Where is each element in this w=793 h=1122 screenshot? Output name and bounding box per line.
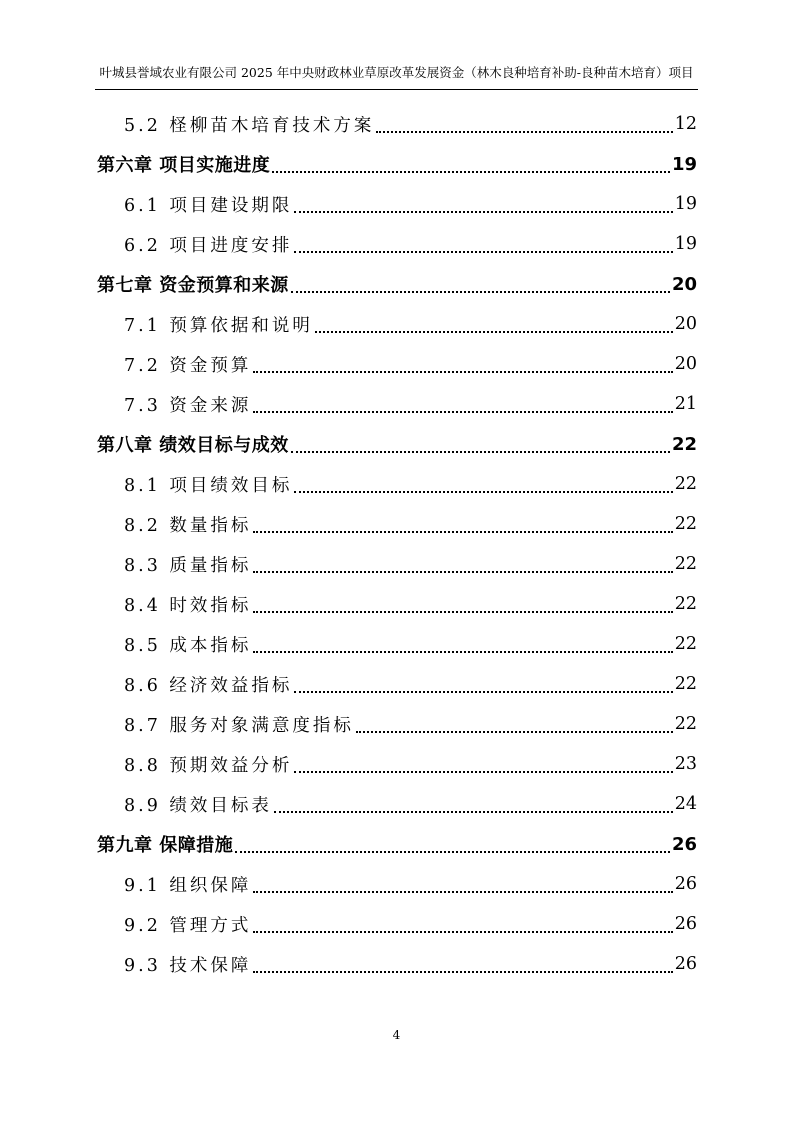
toc-chapter-entry[interactable] [97, 424, 697, 464]
toc-entry-label: 8.8 预期效益分析 [124, 755, 293, 776]
toc-entry-label: 8.9 绩效目标表 [124, 795, 272, 816]
toc-section-entry[interactable] [97, 304, 697, 344]
header-title: 叶城县誉域农业有限公司 2025 年中央财政林业草原改革发展资金（林木良种培育补助-良种苗木培育）项目 [99, 65, 694, 80]
toc-entry-page-number: 26 [674, 954, 697, 974]
dot-leader [253, 571, 672, 573]
dot-leader [253, 611, 672, 613]
toc-section-entry[interactable] [97, 864, 697, 904]
toc-entry-page-number: 22 [674, 594, 697, 614]
toc-entry-label: 6.2 项目进度安排 [124, 235, 293, 256]
toc-section-entry[interactable] [97, 464, 697, 504]
toc-entry-label: 第七章 资金预算和来源 [97, 275, 289, 296]
dot-leader [291, 291, 670, 293]
dot-leader [253, 371, 672, 373]
toc-entry-page-number: 26 [674, 914, 697, 934]
toc-section-entry[interactable] [97, 664, 697, 704]
dot-leader [253, 531, 672, 533]
toc-section-entry[interactable] [97, 384, 697, 424]
toc-entry-page-number: 19 [671, 153, 697, 175]
toc-section-entry[interactable] [97, 184, 697, 224]
running-header [95, 63, 698, 90]
toc-entry-page-number: 22 [671, 433, 697, 455]
toc-entry-label: 7.3 资金来源 [124, 395, 252, 416]
toc-entry-label: 第九章 保障措施 [97, 835, 234, 856]
toc-entry-label: 第六章 项目实施进度 [97, 155, 271, 176]
page-footer [0, 1028, 793, 1042]
dot-leader [294, 251, 672, 253]
toc-entry-label: 第八章 绩效目标与成效 [97, 435, 289, 456]
toc-entry-label: 8.5 成本指标 [124, 635, 252, 656]
toc-section-entry[interactable] [97, 584, 697, 624]
toc-section-entry[interactable] [97, 944, 697, 984]
toc-entry-label: 8.2 数量指标 [124, 515, 252, 536]
toc-entry-page-number: 22 [674, 474, 697, 494]
toc-section-entry[interactable] [97, 104, 697, 144]
dot-leader [291, 451, 670, 453]
toc-entry-page-number: 20 [674, 314, 697, 334]
dot-leader [294, 491, 672, 493]
toc-entry-page-number: 24 [674, 794, 697, 814]
toc-chapter-entry[interactable] [97, 144, 697, 184]
toc-entry-page-number: 22 [674, 634, 697, 654]
dot-leader [253, 891, 672, 893]
toc-entry-label: 7.1 预算依据和说明 [124, 315, 313, 336]
toc-entry-label: 7.2 资金预算 [124, 355, 252, 376]
toc-entry-label: 9.3 技术保障 [124, 955, 252, 976]
page-number: 4 [392, 1028, 401, 1042]
toc-entry-page-number: 20 [674, 354, 697, 374]
toc-chapter-entry[interactable] [97, 824, 697, 864]
toc-entry-label: 8.6 经济效益指标 [124, 675, 293, 696]
toc-entry-page-number: 22 [674, 514, 697, 534]
toc-chapter-entry[interactable] [97, 264, 697, 304]
toc-section-entry[interactable] [97, 784, 697, 824]
toc-section-entry[interactable] [97, 744, 697, 784]
dot-leader [294, 771, 672, 773]
dot-leader [272, 171, 670, 173]
toc-entry-page-number: 23 [674, 754, 697, 774]
toc-entry-page-number: 22 [674, 554, 697, 574]
toc-section-entry[interactable] [97, 624, 697, 664]
toc-entry-page-number: 22 [674, 674, 697, 694]
toc-entry-label: 9.2 管理方式 [124, 915, 252, 936]
dot-leader [253, 651, 672, 653]
dot-leader [356, 731, 673, 733]
toc-entry-label: 8.4 时效指标 [124, 595, 252, 616]
dot-leader [315, 331, 673, 333]
toc-section-entry[interactable] [97, 704, 697, 744]
dot-leader [274, 811, 673, 813]
toc-section-entry[interactable] [97, 904, 697, 944]
toc-entry-page-number: 12 [674, 114, 697, 134]
dot-leader [253, 411, 672, 413]
toc-section-entry[interactable] [97, 224, 697, 264]
toc-entry-page-number: 19 [674, 234, 697, 254]
toc-entry-page-number: 26 [674, 874, 697, 894]
toc-entry-page-number: 20 [671, 273, 697, 295]
toc-entry-label: 8.7 服务对象满意度指标 [124, 715, 354, 736]
dot-leader [376, 131, 672, 133]
dot-leader [253, 931, 672, 933]
table-of-contents [97, 104, 697, 984]
toc-section-entry[interactable] [97, 344, 697, 384]
toc-section-entry[interactable] [97, 544, 697, 584]
dot-leader [253, 971, 672, 973]
toc-entry-label: 6.1 项目建设期限 [124, 195, 293, 216]
toc-entry-label: 8.3 质量指标 [124, 555, 252, 576]
toc-entry-label: 5.2 柽柳苗木培育技术方案 [124, 115, 375, 136]
dot-leader [294, 691, 672, 693]
toc-entry-page-number: 26 [671, 833, 697, 855]
dot-leader [235, 851, 670, 853]
dot-leader [294, 211, 672, 213]
toc-entry-label: 9.1 组织保障 [124, 875, 252, 896]
toc-entry-page-number: 19 [674, 194, 697, 214]
toc-section-entry[interactable] [97, 504, 697, 544]
toc-entry-page-number: 22 [674, 714, 697, 734]
toc-entry-page-number: 21 [674, 394, 697, 414]
toc-entry-label: 8.1 项目绩效目标 [124, 475, 293, 496]
